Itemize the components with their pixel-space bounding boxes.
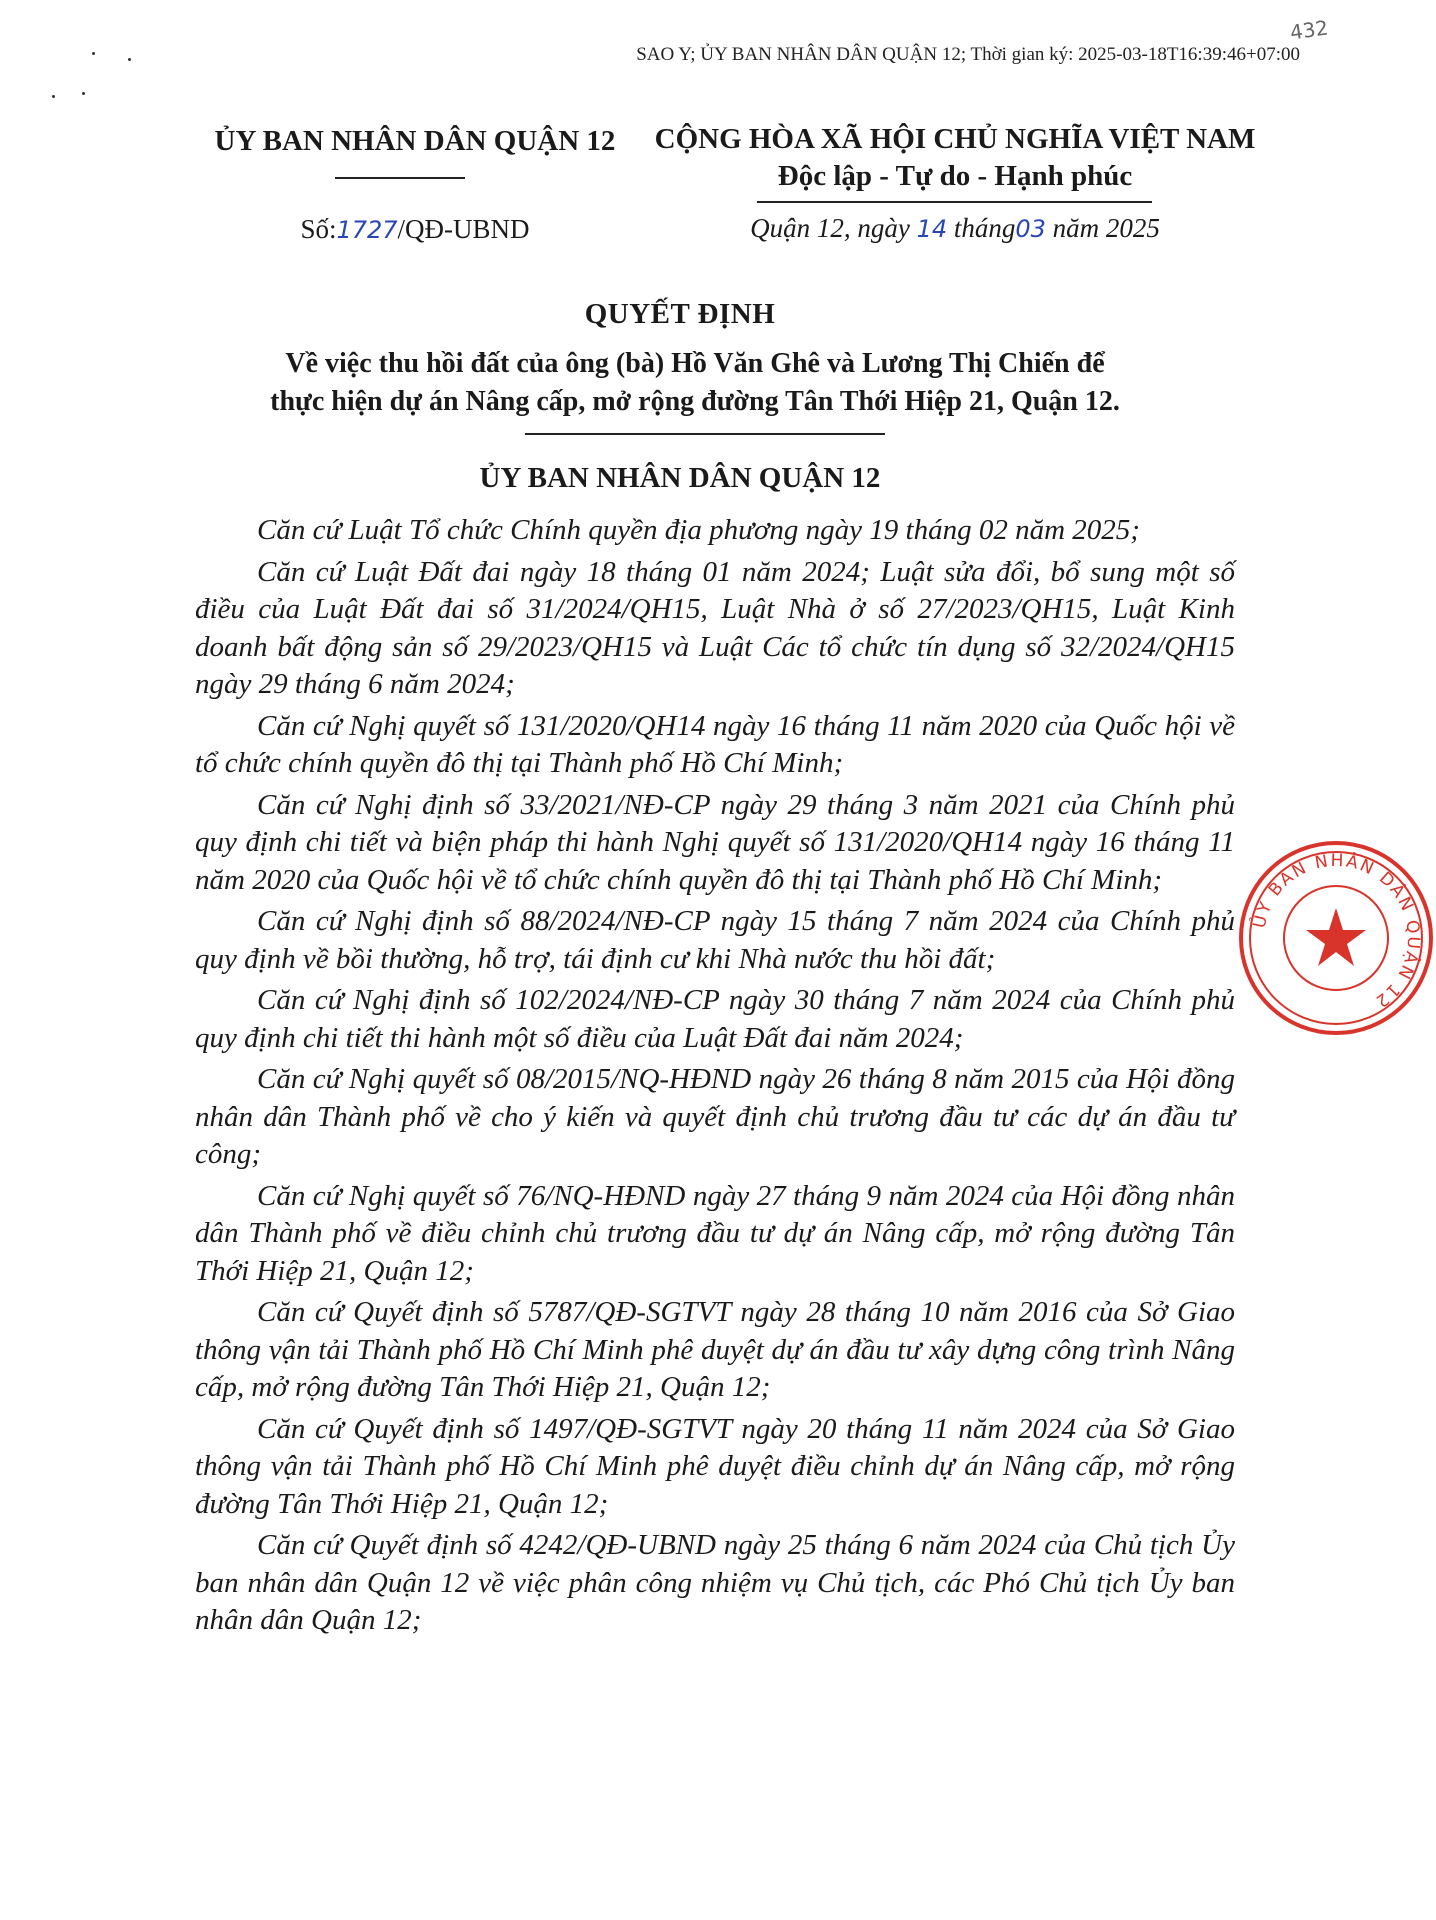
document-title: QUYẾT ĐỊNH	[584, 298, 776, 330]
subject-line-1: Về việc thu hồi đất của ông (bà) Hồ Văn Ghê và Lương Thị Chiến để	[285, 348, 1105, 379]
date-month-handwritten: 03	[1015, 215, 1046, 243]
document-subject	[190, 345, 1200, 421]
seal-text: ỦY BAN NHÂN DÂN QUẬN 12	[1249, 850, 1424, 1013]
document-number	[190, 214, 640, 245]
legal-basis-paragraph: Căn cứ Nghị định số 88/2024/NĐ-CP ngày 15 tháng 7 năm 2024 của Chính phủ quy định về bồi thường, hỗ trợ, tái định cư khi Nhà nước thu hồi đất;	[195, 905, 1235, 975]
national-motto: Độc lập - Tự do - Hạnh phúc	[777, 160, 1133, 192]
seal-star-icon	[1306, 908, 1366, 966]
legal-basis-paragraph: Căn cứ Nghị quyết số 08/2015/NQ-HĐND ngày 26 tháng 8 năm 2015 của Hội đồng nhân dân Thành phố về cho ý kiến và quyết định chủ trương đầu tư các dự án đầu tư công;	[195, 1063, 1235, 1170]
agency-underline	[335, 177, 465, 179]
issuing-agency: ỦY BAN NHÂN DÂN QUẬN 12	[214, 125, 616, 157]
doc-no-suffix: /QĐ-UBND	[397, 214, 530, 244]
legal-basis-paragraph: Căn cứ Nghị quyết số 131/2020/QH14 ngày 16 tháng 11 năm 2020 của Quốc hội về tổ chức chính quyền đô thị tại Thành phố Hồ Chí Minh;	[195, 709, 1235, 779]
legal-basis-paragraph: Căn cứ Luật Đất đai ngày 18 tháng 01 năm 2024; Luật sửa đổi, bổ sung một số điều của Luật Đất đai số 31/2024/QH15, Luật Nhà ở số 27/2023/QH15, Luật Kinh doanh bất động sản số 29/2023/QH15 và Luật Các tổ chức tín dụng số 32/2024/QH15 ngày 29 tháng 6 năm 2024;	[195, 555, 1235, 700]
doc-no-prefix: Số:	[300, 214, 337, 244]
copy-signature-stamp: SAO Y; ỦY BAN NHÂN DÂN QUẬN 12; Thời gian ký: 2025-03-18T16:39:46+07:00	[636, 44, 1300, 65]
subject-line-2: thực hiện dự án Nâng cấp, mở rộng đường Tân Thới Hiệp 21, Quận 12.	[270, 386, 1120, 417]
legal-basis-paragraph: Căn cứ Luật Tổ chức Chính quyền địa phương ngày 19 tháng 02 năm 2025;	[257, 514, 1140, 546]
handwritten-page-note: 432	[1288, 15, 1330, 45]
legal-basis-paragraph: Căn cứ Nghị định số 102/2024/NĐ-CP ngày 30 tháng 7 năm 2024 của Chính phủ quy định chi tiết thi hành một số điều của Luật Đất đai năm 2024;	[195, 984, 1235, 1054]
date-month-label: tháng	[953, 213, 1016, 243]
official-seal	[1236, 838, 1436, 1038]
doc-no-handwritten: 1727	[336, 216, 398, 244]
subject-underline	[525, 433, 885, 435]
date-place: Quận 12, ngày	[750, 213, 910, 243]
motto-underline	[757, 201, 1152, 203]
legal-basis-section	[195, 512, 1235, 1644]
date-day-handwritten: 14	[916, 215, 948, 243]
date-year: năm 2025	[1052, 213, 1160, 243]
legal-basis-paragraph: Căn cứ Quyết định số 1497/QĐ-SGTVT ngày 20 tháng 11 năm 2024 của Sở Giao thông vận tải Thành phố Hồ Chí Minh phê duyệt điều chỉnh dự án Nâng cấp, mở rộng đường Tân Thới Hiệp 21, Quận 12;	[195, 1412, 1235, 1520]
legal-basis-paragraph: Căn cứ Nghị quyết số 76/NQ-HĐND ngày 27 tháng 9 năm 2024 của Hội đồng nhân dân Thành phố về điều chỉnh chủ trương đầu tư dự án Nâng cấp, mở rộng đường Tân Thới Hiệp 21, Quận 12;	[195, 1179, 1235, 1287]
issuing-authority-heading: ỦY BAN NHÂN DÂN QUẬN 12	[479, 462, 881, 494]
legal-basis-paragraph: Căn cứ Nghị định số 33/2021/NĐ-CP ngày 29 tháng 3 năm 2021 của Chính phủ quy định chi tiết và biện pháp thi hành Nghị quyết số 131/2020/QH14 ngày 16 tháng 11 năm 2020 của Quốc hội về tổ chức chính quyền đô thị tại Thành phố Hồ Chí Minh;	[195, 788, 1235, 896]
national-title: CỘNG HÒA XÃ HỘI CHỦ NGHĨA VIỆT NAM	[654, 123, 1256, 155]
legal-basis-paragraph: Căn cứ Quyết định số 4242/QĐ-UBND ngày 25 tháng 6 năm 2024 của Chủ tịch Ủy ban nhân dân Quận 12 về việc phân công nhiệm vụ Chủ tịch, các Phó Chủ tịch Ủy ban nhân dân Quận 12;	[195, 1529, 1235, 1636]
scan-speck	[52, 95, 55, 98]
legal-basis-paragraph: Căn cứ Quyết định số 5787/QĐ-SGTVT ngày 28 tháng 10 năm 2016 của Sở Giao thông vận tải Thành phố Hồ Chí Minh phê duyệt dự án đầu tư xây dựng công trình Nâng cấp, mở rộng đường Tân Thới Hiệp 21, Quận 12;	[195, 1296, 1235, 1403]
issue-date	[640, 213, 1270, 244]
scan-speck	[82, 92, 85, 95]
